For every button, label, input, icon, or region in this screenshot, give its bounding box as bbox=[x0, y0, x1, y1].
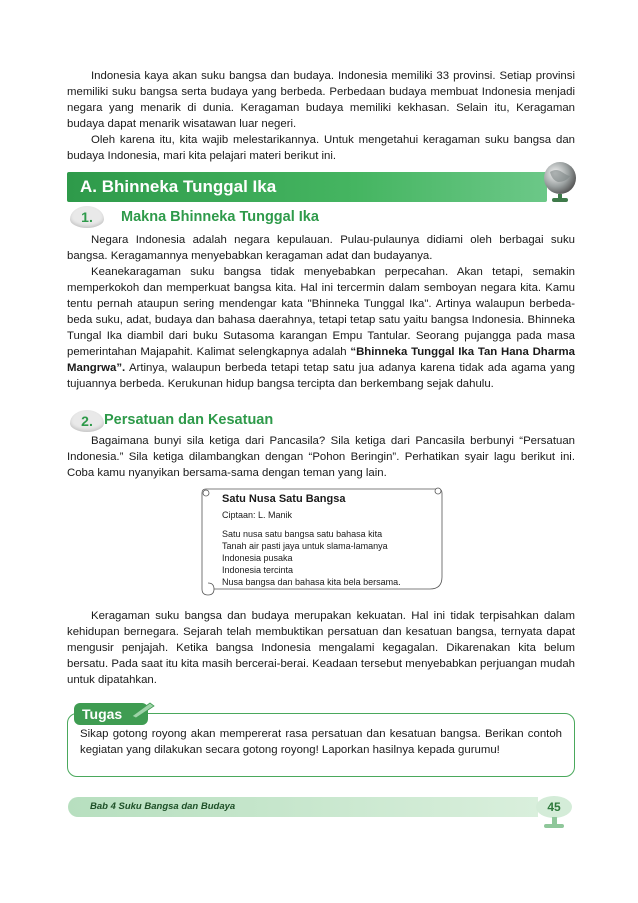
page-number-base bbox=[544, 824, 564, 828]
intro-paragraph-2: Oleh karena itu, kita wajib melestarikannya. Untuk mengetahui keragaman suku bangsa dan budaya Indonesia, mari kita pelajari materi berikut ini. bbox=[67, 134, 575, 162]
task-label: Tugas bbox=[74, 703, 148, 725]
song-line: Indonesia pusaka bbox=[222, 553, 293, 563]
intro-paragraph-1: Indonesia kaya akan suku bangsa dan budaya. Indonesia memiliki 33 provinsi. Setiap provinsi memiliki suku bangsa serta budaya yang berbeda. Perbedaan budaya membuat Indonesia menjadi negara yang menarik di dunia. Keragaman budaya memiliki kekhasan. Selain itu, Keragaman budaya dapat menarik wisatawan luar negeri. bbox=[67, 70, 575, 130]
sub2-paragraph-2: Keragaman suku bangsa dan budaya merupakan kekuatan. Hal ini tidak terpisahkan dalam kehidupan bernegara. Sejarah telah membuktikan persatuan dan kesatuan bangsa, ternyata dapat mengusir penjajah. Ketika bangsa Indonesia mengalami kegagalan. Dikarenakan kita belum bersatu. Pada saat itu kita masih bercerai-berai. Keadaan tersebut menyebabkan perjuangan mudah untuk dipatahkan. bbox=[67, 610, 575, 686]
sub1-paragraph-2: Keanekaragaman suku bangsa tidak menyebabkan perpecahan. Akan tetapi, semakin memperkokoh dan memperkuat bangsa kita. Hal ini tercermin dalam semboyan negara kita. Kamu tentu pernah ataupun sering mendengar kata "Bhinneka Tunggal Ika". Artinya walaupun berbeda-beda suku, adat, budaya dan bahasa daerahnya, tetapi tetap satu yaitu bangsa Indonesia. Bhinneka Tungal Ika diambil dari buku Sutasoma karangan Empu Tantular. Seorang pujangga pada masa pemerintahan Majapahit. Kalimat selengkapnya adalah “Bhinneka Tunggal Ika Tan Hana Dharma Mangrwa”. Artinya, walaupun berbeda tetapi tetap satu jua adanya karena tidak ada agama yang tujuannya berbeda. Kerukunan hidup bangsa tercipta dan berkembang sejak dahulu. bbox=[67, 266, 575, 390]
subsection-1-number-badge: 1. bbox=[70, 206, 104, 228]
task-text: Sikap gotong royong akan mempererat rasa persatuan dan kesatuan bangsa. Berikan contoh kegiatan yang dilakukan secara gotong royong! Laporkan hasilnya kepada gurumu! bbox=[80, 728, 562, 756]
subsection-1-title: Makna Bhinneka Tunggal Ika bbox=[121, 209, 319, 225]
song-line: Nusa bangsa dan bahasa kita bela bersama. bbox=[222, 577, 401, 587]
globe-icon bbox=[540, 160, 580, 204]
subsection-2-title: Persatuan dan Kesatuan bbox=[104, 412, 274, 428]
motto-bold-text: “Bhinneka Tunggal Ika Tan Hana Dharma Mangrwa”. bbox=[67, 346, 575, 374]
song-line: Tanah air pasti jaya untuk slama-lamanya bbox=[222, 541, 388, 551]
song-author: Ciptaan: L. Manik bbox=[222, 510, 293, 520]
sub1-paragraph-1: Negara Indonesia adalah negara kepulauan. Pulau-pulaunya didiami oleh berbagai suku bangsa. Keragamannya menyebabkan keragaman adat dan budayanya. bbox=[67, 234, 575, 262]
song-line: Satu nusa satu bangsa satu bahasa kita bbox=[222, 529, 383, 539]
sub2-paragraph-1: Bagaimana bunyi sila ketiga dari Pancasila? Sila ketiga dari Pancasila berbunyi “Persatuan Indonesia.” Sila ketiga dilambangkan dengan “Pohon Beringin”. Perhatikan syair lagu berikut ini. Coba kamu nyanyikan bersama-sama dengan teman yang lain. bbox=[67, 435, 575, 479]
pencil-icon bbox=[130, 700, 156, 718]
footer-chapter-title: Bab 4 Suku Bangsa dan Budaya bbox=[90, 801, 236, 812]
song-lyrics bbox=[222, 528, 401, 588]
subsection-2-number-badge: 2. bbox=[70, 410, 104, 432]
song-line: Indonesia tercinta bbox=[222, 565, 294, 575]
page-number: 45 bbox=[536, 796, 572, 818]
section-title: A. Bhinneka Tunggal Ika bbox=[80, 177, 277, 196]
song-title: Satu Nusa Satu Bangsa bbox=[222, 493, 346, 505]
